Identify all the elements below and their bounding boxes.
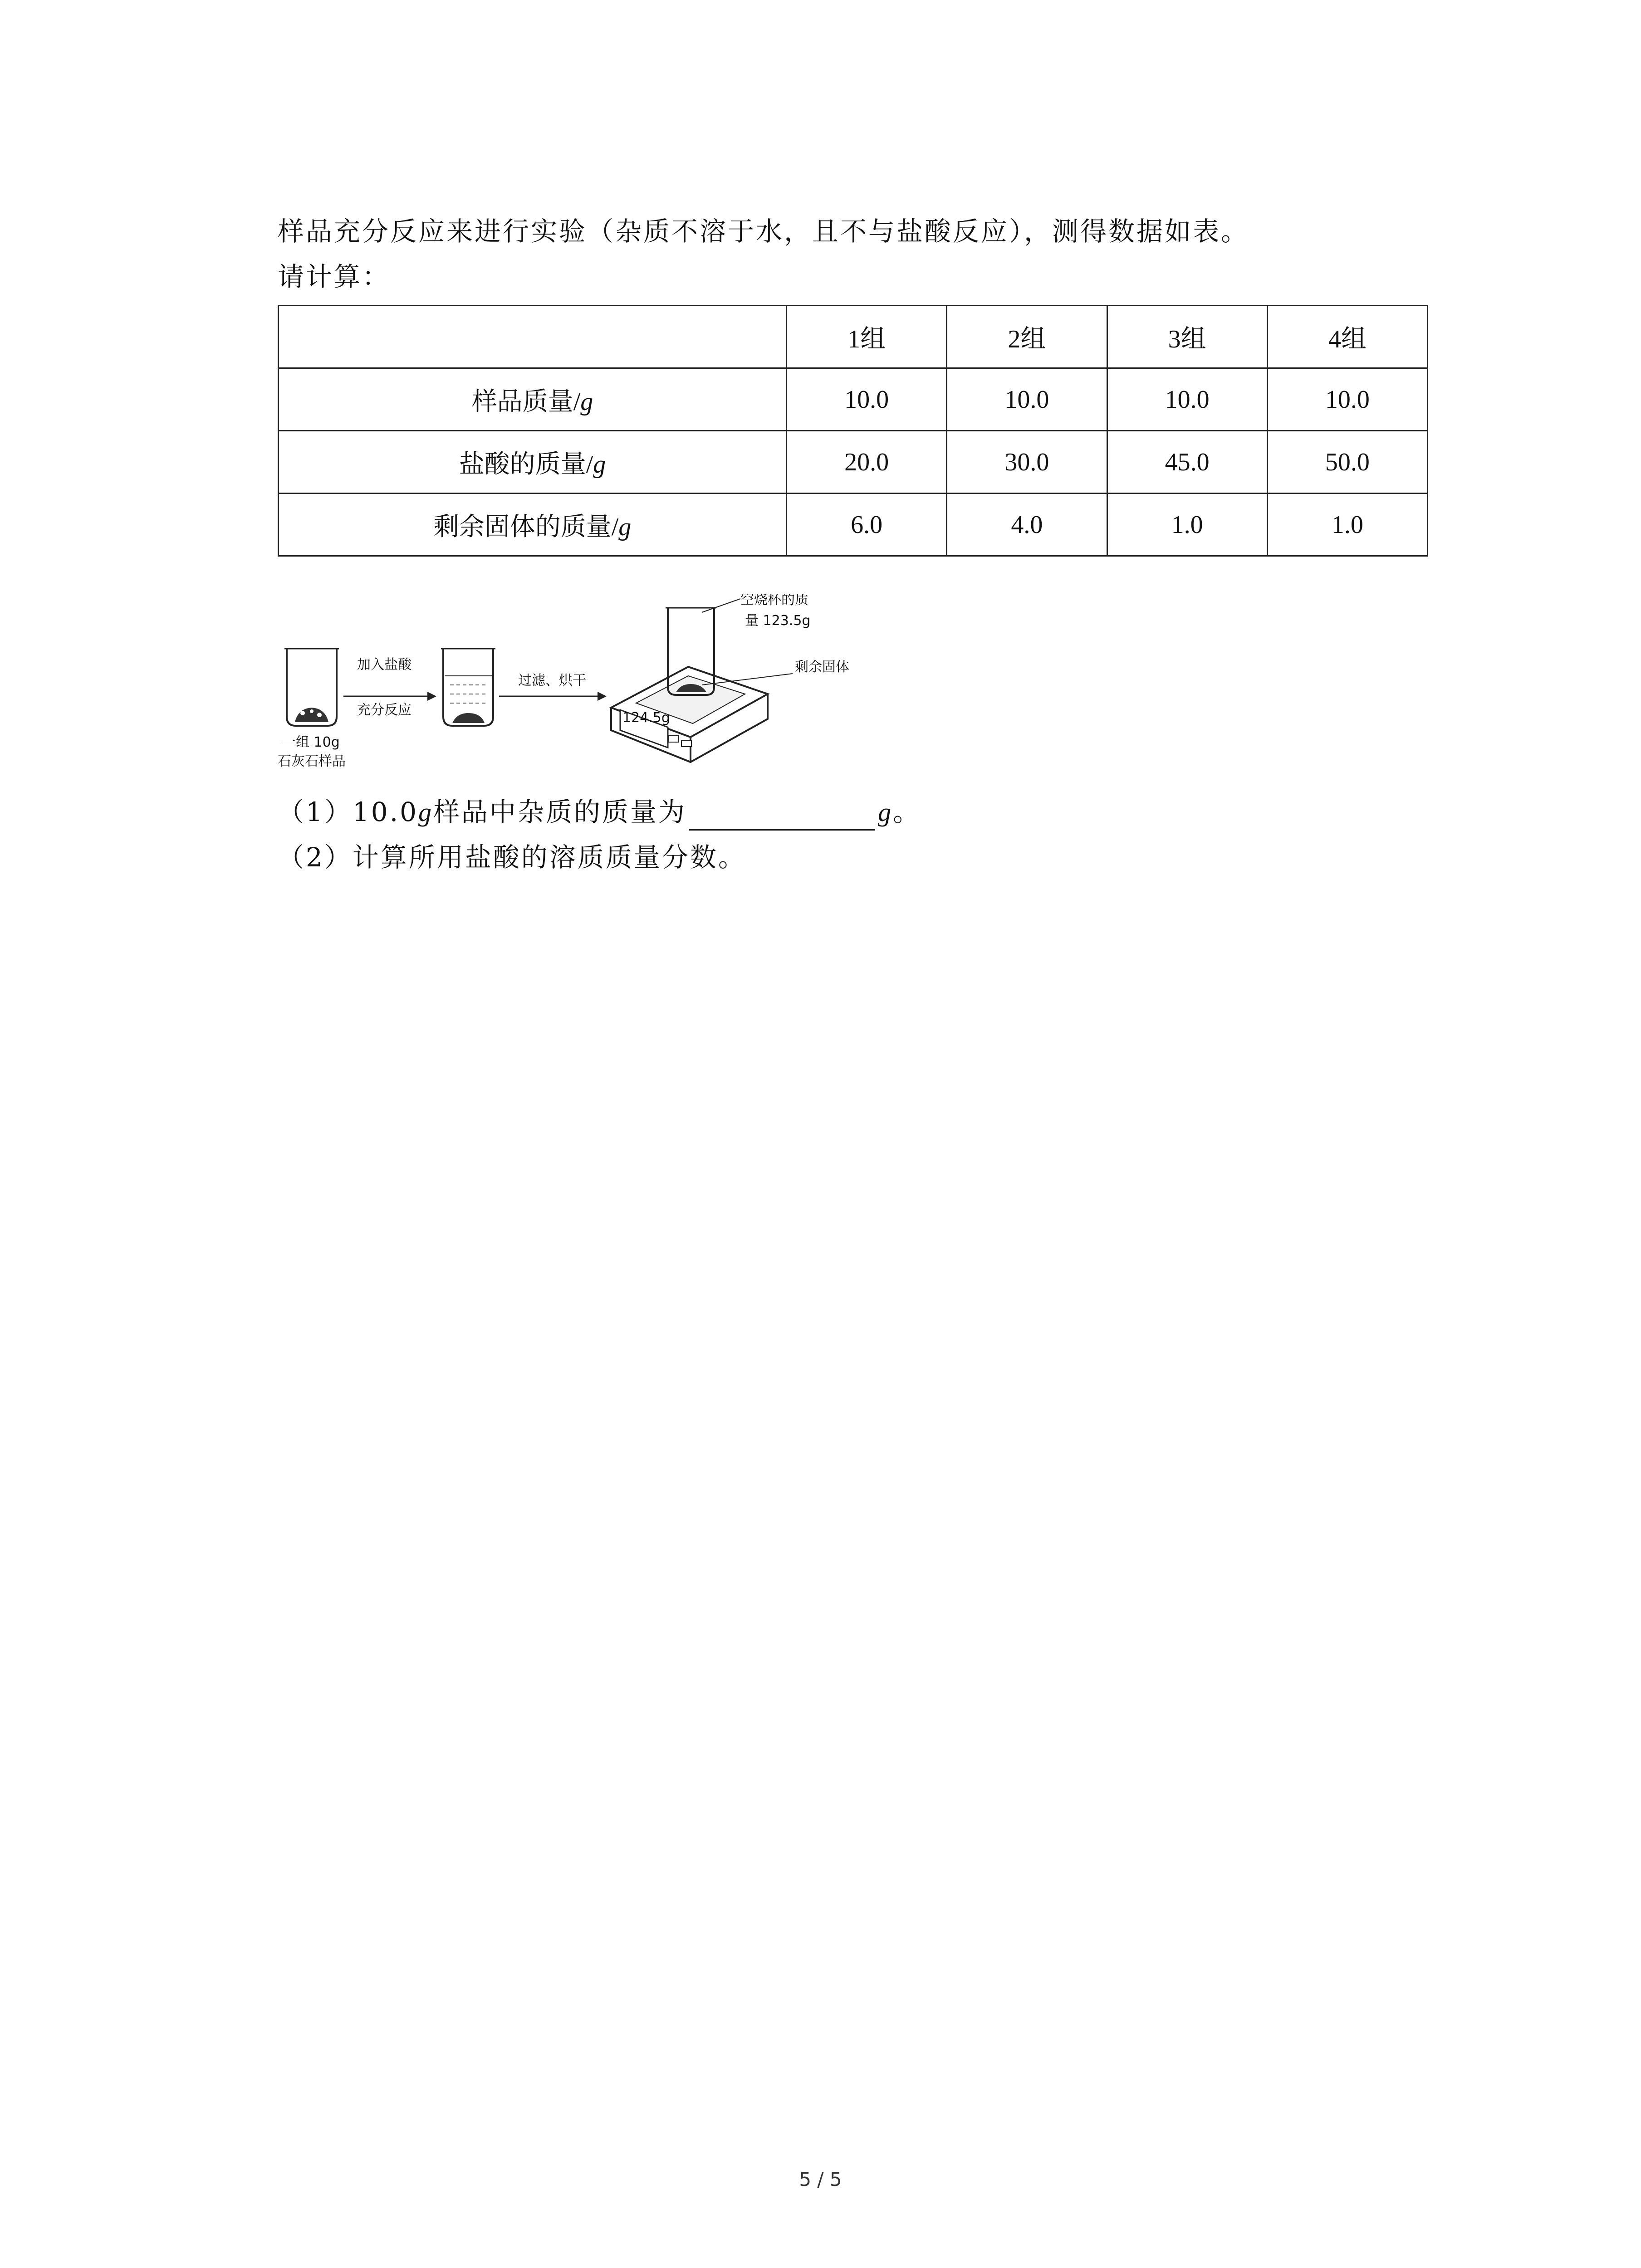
table-header-cell: 1组: [787, 306, 947, 368]
experiment-figure: [278, 594, 867, 789]
sample-label-line-1: 一组 10g: [282, 734, 340, 750]
table-header-cell: 3组: [1107, 306, 1267, 368]
beaker-with-acid-icon: [441, 649, 495, 726]
row-label: 样品质量/g: [279, 368, 787, 431]
residue-label: 剩余固体: [795, 659, 849, 675]
table-cell: 10.0: [787, 368, 947, 431]
table-cell: 4.0: [947, 494, 1107, 556]
scale-reading: 124.5g: [622, 710, 670, 726]
experiment-diagram: [278, 594, 867, 789]
table-row: [279, 368, 1428, 431]
data-table: [278, 305, 1428, 557]
table-cell: 10.0: [1107, 368, 1267, 431]
row-label: 盐酸的质量/g: [279, 431, 787, 494]
table-cell: 20.0: [787, 431, 947, 494]
answer-blank[interactable]: [689, 802, 875, 831]
table-header-cell: 4组: [1267, 306, 1427, 368]
step1-label-bottom: 充分反应: [357, 702, 411, 718]
question-2: （2）计算所用盐酸的溶质质量分数。: [278, 842, 746, 873]
page-number: 5 / 5: [799, 2168, 842, 2190]
table-cell: 10.0: [1267, 368, 1427, 431]
row-label: 剩余固体的质量/g: [279, 494, 787, 556]
intro-text-line-2: 请计算：: [278, 261, 391, 292]
table-cell: 50.0: [1267, 431, 1427, 494]
table-cell: 6.0: [787, 494, 947, 556]
table-header-row: [279, 306, 1428, 368]
step1-label-top: 加入盐酸: [357, 657, 411, 673]
table-header-cell: [279, 306, 787, 368]
sample-label-line-2: 石灰石样品: [278, 753, 346, 769]
beaker-mass-label-line-2: 量 123.5g: [745, 613, 811, 629]
table-cell: 10.0: [947, 368, 1107, 431]
beaker-with-sample-icon: [284, 649, 339, 726]
question-1: （1）10.0g样品中杂质的质量为 g。: [278, 794, 921, 831]
table-row: [279, 431, 1428, 494]
beaker-mass-label-line-1: 空烧杯的质: [740, 594, 808, 608]
table-cell: 1.0: [1267, 494, 1427, 556]
intro-text-line-1: 样品充分反应来进行实验（杂质不溶于水，且不与盐酸反应），测得数据如表。: [278, 216, 1249, 247]
table-row: [279, 494, 1428, 556]
table-cell: 45.0: [1107, 431, 1267, 494]
table-cell: 30.0: [947, 431, 1107, 494]
table-header-cell: 2组: [947, 306, 1107, 368]
table-cell: 1.0: [1107, 494, 1267, 556]
step2-label: 过滤、烘干: [518, 673, 586, 689]
